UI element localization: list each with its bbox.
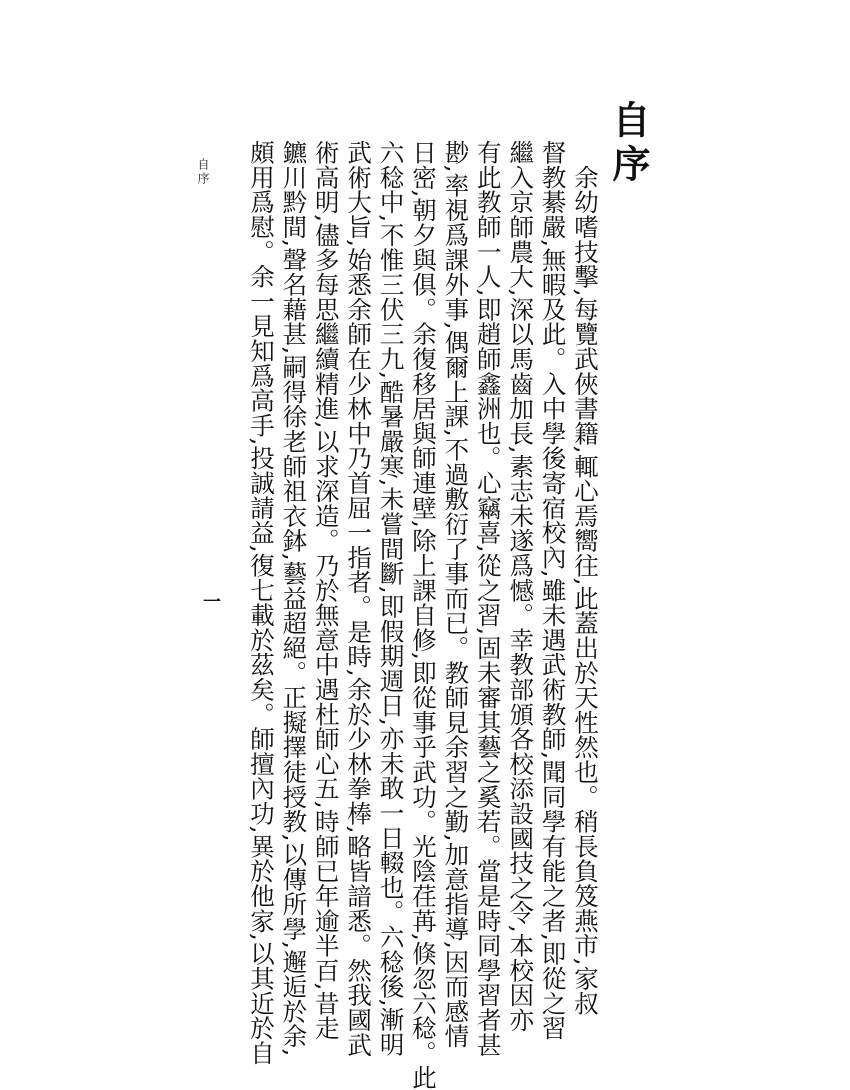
page-number: 一: [200, 592, 221, 610]
text-column: 日密,朝夕與俱。余復移居與師連壁,除上課自修,即從事乎武功。光陰荏苒,倏忽六稔。此: [408, 140, 438, 1090]
text-column: 鑣川黔間,聲名藉甚,嗣得徐老師祖衣鉢,藝益超絕。正擬擇徒授教,以傳所學,邂逅於余,: [279, 140, 309, 1057]
text-column: 繼入京師農大,深以馬齒加長,素志未遂爲憾。幸教部頒各校添設國技之令,本校因亦: [506, 140, 536, 1033]
text-column: 余幼嗜技擊,每覽武俠書籍,輒心焉嚮往,此蓋出於天性然也。稍長負笈燕市,家叔: [571, 140, 600, 1016]
preface-text: [245, 140, 601, 1090]
text-column: 尠,率視爲課外事,偶爾上課,不過敷衍了事而已。教師見余習之勤,加意指導,因而感情: [441, 140, 471, 1049]
running-head: 自序: [196, 158, 210, 186]
text-column: 六稔中,不惟三伏三九,酷暑嚴寒,未嘗間斷,即假期週日,亦未敢一日輟也。六稔後,漸明: [376, 140, 406, 1057]
text-column: 術高明,儘多每思繼續精進,以求深造。乃於無意中遇杜師心五,時師已年逾半百,昔走: [311, 140, 341, 1041]
text-column: 督教綦嚴,無暇及此。入中學後寄宿校內,雖未遇武術教師,聞同學有能之者,即從之習: [538, 140, 568, 1041]
page-title: 自序: [606, 100, 651, 188]
text-column: 有此教師一人,即趙師鑫洲也。心竊喜,從之習,固未審其藝之奚若。當是時同學習者甚: [473, 140, 503, 1058]
text-column: 頗用爲慰。余一見知爲高手,投誠請益,復七載於茲矣。師擅內功,異於他家,以其近於自: [246, 140, 276, 1066]
text-column: 武術大旨,始悉余師在少林中乃首屈一指者。是時,余於少林拳棒,略皆諳悉。然我國武: [344, 140, 374, 1058]
